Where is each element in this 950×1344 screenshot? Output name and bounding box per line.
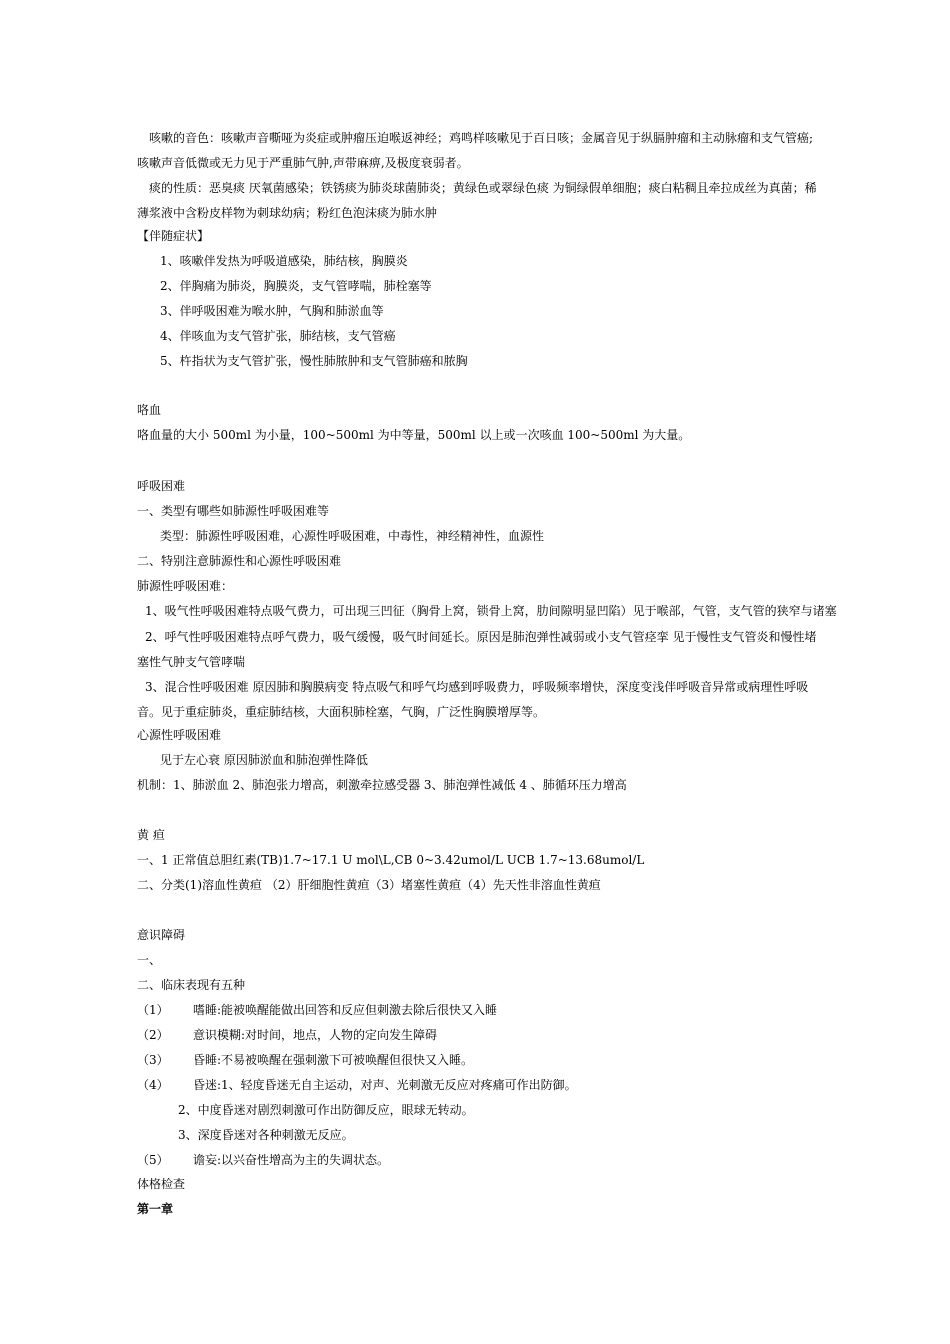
cough-tone-paragraph: 咳嗽的音色：咳嗽声音嘶哑为炎症或肿瘤压迫喉返神经；鸡鸣样咳嗽见于百日咳；金属音见于纵膈肿瘤和主动脉瘤和支气管癌;咳嗽声音低微或无力见于严重肺气肿,声带麻痹,及极度衰弱者。 [137, 131, 814, 170]
paragraph: 一、1 正常值总胆红素(TB)1.7~17.1 U mol\L,CB 0~3.42umol/L UCB 1.7~13.68umol/L [137, 853, 645, 867]
list-item: （2） 意识模糊:对时间，地点，人物的定向发生障碍 [137, 1028, 438, 1042]
list-item: 2、伴胸痛为肺炎，胸膜炎，支气管哮喘，肺栓塞等 [160, 279, 432, 293]
paragraph: 2、呼气性呼吸困难特点呼气费力，吸气缓慢，吸气时间延长。原因是肺泡弹性减弱或小支气管痉挛 见于慢性支气管炎和慢性堵塞性气肿支气管哮喘 [137, 630, 817, 669]
paragraph: 二、临床表现有五种 [137, 978, 246, 992]
list-item: （5） 谵妄:以兴奋性增高为主的失调状态。 [137, 1153, 390, 1167]
section-title: 咯血 [137, 403, 162, 417]
paragraph: 类型：肺源性呼吸困难，心源性呼吸困难，中毒性，神经精神性，血源性 [160, 529, 545, 543]
list-item: 1、咳嗽伴发热为呼吸道感染，肺结核，胸膜炎 [160, 254, 408, 268]
paragraph: 一、类型有哪些如肺源性呼吸困难等 [137, 504, 330, 518]
section-heading: 【伴随症状】 [137, 229, 210, 243]
paragraph: 见于左心衰 原因肺淤血和肺泡弹性降低 [160, 753, 368, 767]
list-item: （3） 昏睡:不易被唤醒在强刺激下可被唤醒但很快又入睡。 [137, 1053, 474, 1067]
sputum-paragraph: 痰的性质：恶臭痰 厌氧菌感染；铁锈痰为肺炎球菌肺炎；黄绿色或翠绿色痰 为铜绿假单细胞；痰白粘稠且牵拉成丝为真菌；稀薄浆液中含粉皮样物为刺球幼病；粉红色泡沫痰为肺水肿 [137, 181, 817, 220]
list-item: （4） 昏迷:1、轻度昏迷无自主运动，对声、光刺激无反应对疼痛可作出防御。 [137, 1078, 577, 1092]
paragraph: 咯血量的大小 500ml 为小量，100~500ml 为中等量，500ml 以上或一次咳血 100~500ml 为大量。 [137, 428, 691, 442]
paragraph: 1、吸气性呼吸困难特点吸气费力，可出现三凹征（胸骨上窝，锁骨上窝，肋间隙明显凹陷）见于喉部，气管，支气管的狭窄与诸塞 [145, 604, 837, 618]
paragraph: 机制：1、肺淤血 2、肺泡张力增高，刺激牵拉感受器 3、肺泡弹性减低 4 、肺循环压力增高 [137, 778, 627, 792]
list-item: 5、杵指状为支气管扩张，慢性肺脓肿和支气管肺癌和脓胸 [160, 354, 468, 368]
paragraph: 二、分类(1)溶血性黄疸 （2）肝细胞性黄疸（3）堵塞性黄疸（4）先天性非溶血性黄疸 [137, 878, 601, 892]
list-item: 4、伴咳血为支气管扩张，肺结核，支气管癌 [160, 329, 396, 343]
paragraph: 一、 [137, 953, 162, 967]
list-item: 2、中度昏迷对剧烈刺激可作出防御反应，眼球无转动。 [178, 1103, 474, 1117]
section-title: 呼吸困难 [137, 479, 186, 493]
paragraph: 3、混合性呼吸困难 原因肺和胸膜病变 特点吸气和呼气均感到呼吸费力，呼吸频率增快，深度变浅伴呼吸音异常或病理性呼吸音。见于重症肺炎，重症肺结核，大面积肺栓塞，气胸，广泛性胸膜增厚等。 [137, 680, 809, 719]
paragraph: 肺源性呼吸困难： [137, 579, 234, 593]
paragraph: 心源性呼吸困难 [137, 728, 222, 742]
list-item: （1） 嗜睡:能被唤醒能做出回答和反应但刺激去除后很快又入睡 [137, 1003, 498, 1017]
list-item: 3、伴呼吸困难为喉水肿，气胸和肺淤血等 [160, 304, 384, 318]
section-title: 体格检查 [137, 1177, 186, 1191]
paragraph: 二、特别注意肺源性和心源性呼吸困难 [137, 554, 342, 568]
list-item: 3、深度昏迷对各种刺激无反应。 [178, 1128, 354, 1142]
section-title: 意识障碍 [137, 928, 186, 942]
chapter-heading: 第一章 [137, 1202, 174, 1216]
section-title: 黄 疸 [137, 828, 165, 842]
